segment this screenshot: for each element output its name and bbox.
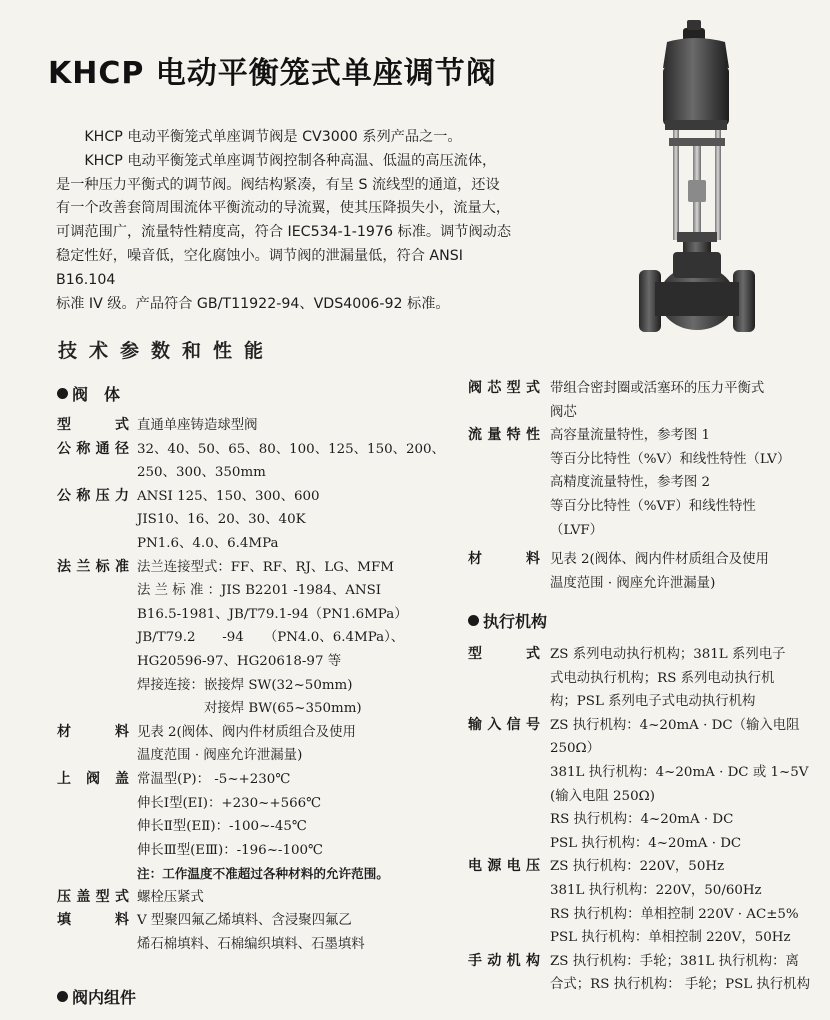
spec-value <box>137 886 437 910</box>
spec-row <box>468 950 818 997</box>
valve-photo <box>625 20 795 340</box>
spec-value-line: 等百分比特性（%VF）和线性特性 <box>550 498 756 514</box>
spec-label: 手动机构 <box>468 952 540 969</box>
body-specs <box>57 414 445 957</box>
spec-value-line: 381L 执行机构：220V，50/60Hz <box>550 882 762 898</box>
page-title: KHCP 电动平衡笼式单座调节阀 <box>48 56 497 91</box>
spec-value <box>137 721 437 768</box>
spec-value-line: 带组合密封圈或活塞环的压力平衡式 <box>550 381 765 396</box>
spec-row <box>57 768 437 886</box>
body-heading: 阀 体 <box>57 382 120 405</box>
spec-value-line: 焊接连接：嵌接焊 SW(32~50mm) <box>137 677 353 693</box>
intro-line: KHCP 电动平衡笼式单座调节阀控制各种高温、低温的高压流体， <box>56 152 497 169</box>
bullet-icon <box>468 615 479 626</box>
spec-row <box>57 438 445 485</box>
spec-label: 阀芯型式 <box>468 380 540 396</box>
spec-value <box>137 909 437 956</box>
spec-value <box>550 548 818 595</box>
spec-row <box>57 909 437 956</box>
spec-value-line: 螺栓压紧式 <box>137 889 204 905</box>
spec-value-line: 见表 2(阀体、阀内件材质组合及使用 <box>550 552 769 568</box>
spec-label: 型 式 <box>468 646 540 662</box>
spec-value-line: 对接焊 BW(65~350mm) <box>137 701 362 717</box>
spec-value-line: (输入电阻 250Ω) <box>550 788 655 804</box>
spec-note: 注：工作温度不准超过各种材料的允许范围。 <box>137 866 389 882</box>
spec-value-line: 法 兰 标 准 ：JIS B2201 -1984、ANSI <box>137 583 382 599</box>
spec-value <box>137 438 445 485</box>
spec-value-line: 32、40、50、65、80、100、125、150、200、 <box>137 441 445 457</box>
spec-value-line: 250Ω） <box>550 741 601 757</box>
spec-row <box>57 886 437 910</box>
spec-value-line: 合式；RS 执行机构： 手轮；PSL 执行机构 <box>550 977 810 993</box>
internals-specs <box>468 377 818 595</box>
intro-text <box>56 126 526 316</box>
spec-value-line: （LVF） <box>550 522 604 538</box>
spec-value <box>137 414 437 438</box>
bullet-icon <box>57 388 68 399</box>
intro-line: 有一个改善套筒周围流体平衡流动的导流翼，使其压降损失小，流量大， <box>56 200 511 217</box>
spec-value-line: JB/T79.2 -94 （PN4.0、6.4MPa）、 <box>137 630 405 646</box>
spec-value-line: 温度范围 · 阀座允许泄漏量) <box>137 748 303 764</box>
spec-value-line: 常温型(P)： -5~+230℃ <box>137 771 291 787</box>
spec-value-line: 381L 执行机构：4~20mA · DC 或 1~5V <box>550 764 809 780</box>
intro-line: 是一种压力平衡式的调节阀。阀结构紧凑，有呈 S 流线型的通道，还设 <box>56 176 500 193</box>
spec-label: 法兰标准 <box>57 558 129 575</box>
intro-line: 可调范围广，流量特性精度高，符合 IEC534-1-1976 标准。调节阀动态 <box>56 224 512 241</box>
bullet-icon <box>57 991 68 1002</box>
spec-value-line: 法兰连接型式：FF、RF、RJ、LG、MFM <box>137 559 395 575</box>
spec-label: 材 料 <box>468 551 540 568</box>
spec-label: 电源电压 <box>468 858 540 875</box>
spec-label: 型 式 <box>57 417 129 433</box>
spec-value-line: RS 执行机构：单相控制 220V · AC±5% <box>550 906 799 922</box>
spec-label: 流量特性 <box>468 427 540 444</box>
spec-value-line: 烯石棉填料、石棉编织填料、石墨填料 <box>137 937 365 953</box>
spec-value-line: ANSI 125、150、300、600 <box>137 488 320 504</box>
spec-value-line: 伸长Ⅲ型(EⅢ)：-196~-100℃ <box>137 842 323 858</box>
spec-label: 材 料 <box>57 723 129 740</box>
spec-value-line: B16.5-1981、JB/T79.1-94（PN1.6MPa） <box>137 606 408 622</box>
spec-value-line: ZS 执行机构：220V，50Hz <box>550 859 725 875</box>
spec-value-line: PSL 执行机构：单相控制 220V，50Hz <box>550 930 791 946</box>
spec-row <box>468 377 818 424</box>
spec-value-line: ZS 执行机构：手轮；381L 执行机构：离 <box>550 953 799 969</box>
internals-heading: 阀内组件 <box>57 985 136 1008</box>
spec-row <box>468 643 818 714</box>
spec-value-line: 等百分比特性（%V）和线性特性（LV） <box>550 451 791 467</box>
spec-value <box>550 714 818 856</box>
spec-value-line: ZS 执行机构：4~20mA · DC（输入电阻 <box>550 717 800 733</box>
spec-value <box>137 768 437 886</box>
spec-label: 公称通径 <box>57 440 129 457</box>
spec-row <box>468 424 818 542</box>
spec-row <box>57 556 437 721</box>
spec-value <box>550 950 818 997</box>
spec-label: 压盖型式 <box>57 888 129 905</box>
spec-label: 输入信号 <box>468 716 540 733</box>
spec-value <box>137 485 437 556</box>
spec-value <box>550 643 818 714</box>
spec-row <box>468 855 818 949</box>
spec-row <box>468 548 818 595</box>
spec-row <box>57 485 437 556</box>
spec-value-line: 式电动执行机构；RS 系列电动执行机 <box>550 670 775 686</box>
spec-value-line: 高容量流量特性，参考图 1 <box>550 428 711 444</box>
spec-value-line: 伸长Ⅰ型(EⅠ)：+230~+566℃ <box>137 795 322 811</box>
spec-value-line: 250、300、350mm <box>137 465 266 481</box>
spec-row <box>57 721 437 768</box>
spec-value-line: 高精度流量特性，参考图 2 <box>550 475 711 491</box>
intro-line: 标准 IV 级。产品符合 GB/T11922-94、VDS4006-92 标准。 <box>56 295 450 312</box>
spec-value-line: RS 执行机构：4~20mA · DC <box>550 812 734 828</box>
spec-value-line: PSL 执行机构：4~20mA · DC <box>550 835 742 851</box>
spec-label: 上阀盖 <box>57 770 129 787</box>
intro-line: 稳定性好，噪音低，空化腐蚀小。调节阀的泄漏量低，符合 ANSI B16.104 <box>56 247 463 288</box>
spec-label: 公称压力 <box>57 487 129 504</box>
spec-row <box>57 414 437 438</box>
actuator-specs <box>468 643 818 997</box>
actuator-heading: 执行机构 <box>468 609 547 632</box>
spec-value <box>550 424 818 542</box>
spec-value-line: 温度范围 · 阀座允许泄漏量) <box>550 575 716 591</box>
spec-value-line: ZS 系列电动执行机构；381L 系列电子 <box>550 647 786 662</box>
spec-value-line: 阀芯 <box>550 404 577 420</box>
spec-value <box>550 855 818 949</box>
section-heading: 技术参数和性能 <box>58 340 276 362</box>
spec-value-line: JIS10、16、20、30、40K <box>137 512 306 528</box>
spec-value-line: HG20596-97、HG20618-97 等 <box>137 653 342 669</box>
spec-value-line: PN1.6、4.0、6.4MPa <box>137 535 279 551</box>
spec-value-line: 直通单座铸造球型阀 <box>137 418 258 433</box>
spec-value <box>137 556 437 721</box>
spec-value-line: V 型聚四氟乙烯填料、含浸聚四氟乙 <box>137 913 352 929</box>
spec-value <box>550 377 818 424</box>
spec-row <box>468 714 818 856</box>
spec-label: 填 料 <box>57 912 129 929</box>
intro-line: KHCP 电动平衡笼式单座调节阀是 CV3000 系列产品之一。 <box>56 129 462 145</box>
spec-value-line: 见表 2(阀体、阀内件材质组合及使用 <box>137 724 356 740</box>
spec-value-line: 伸长Ⅱ型(EⅡ)：-100~-45℃ <box>137 819 307 835</box>
spec-value-line: 构；PSL 系列电子式电动执行机构 <box>550 694 756 710</box>
